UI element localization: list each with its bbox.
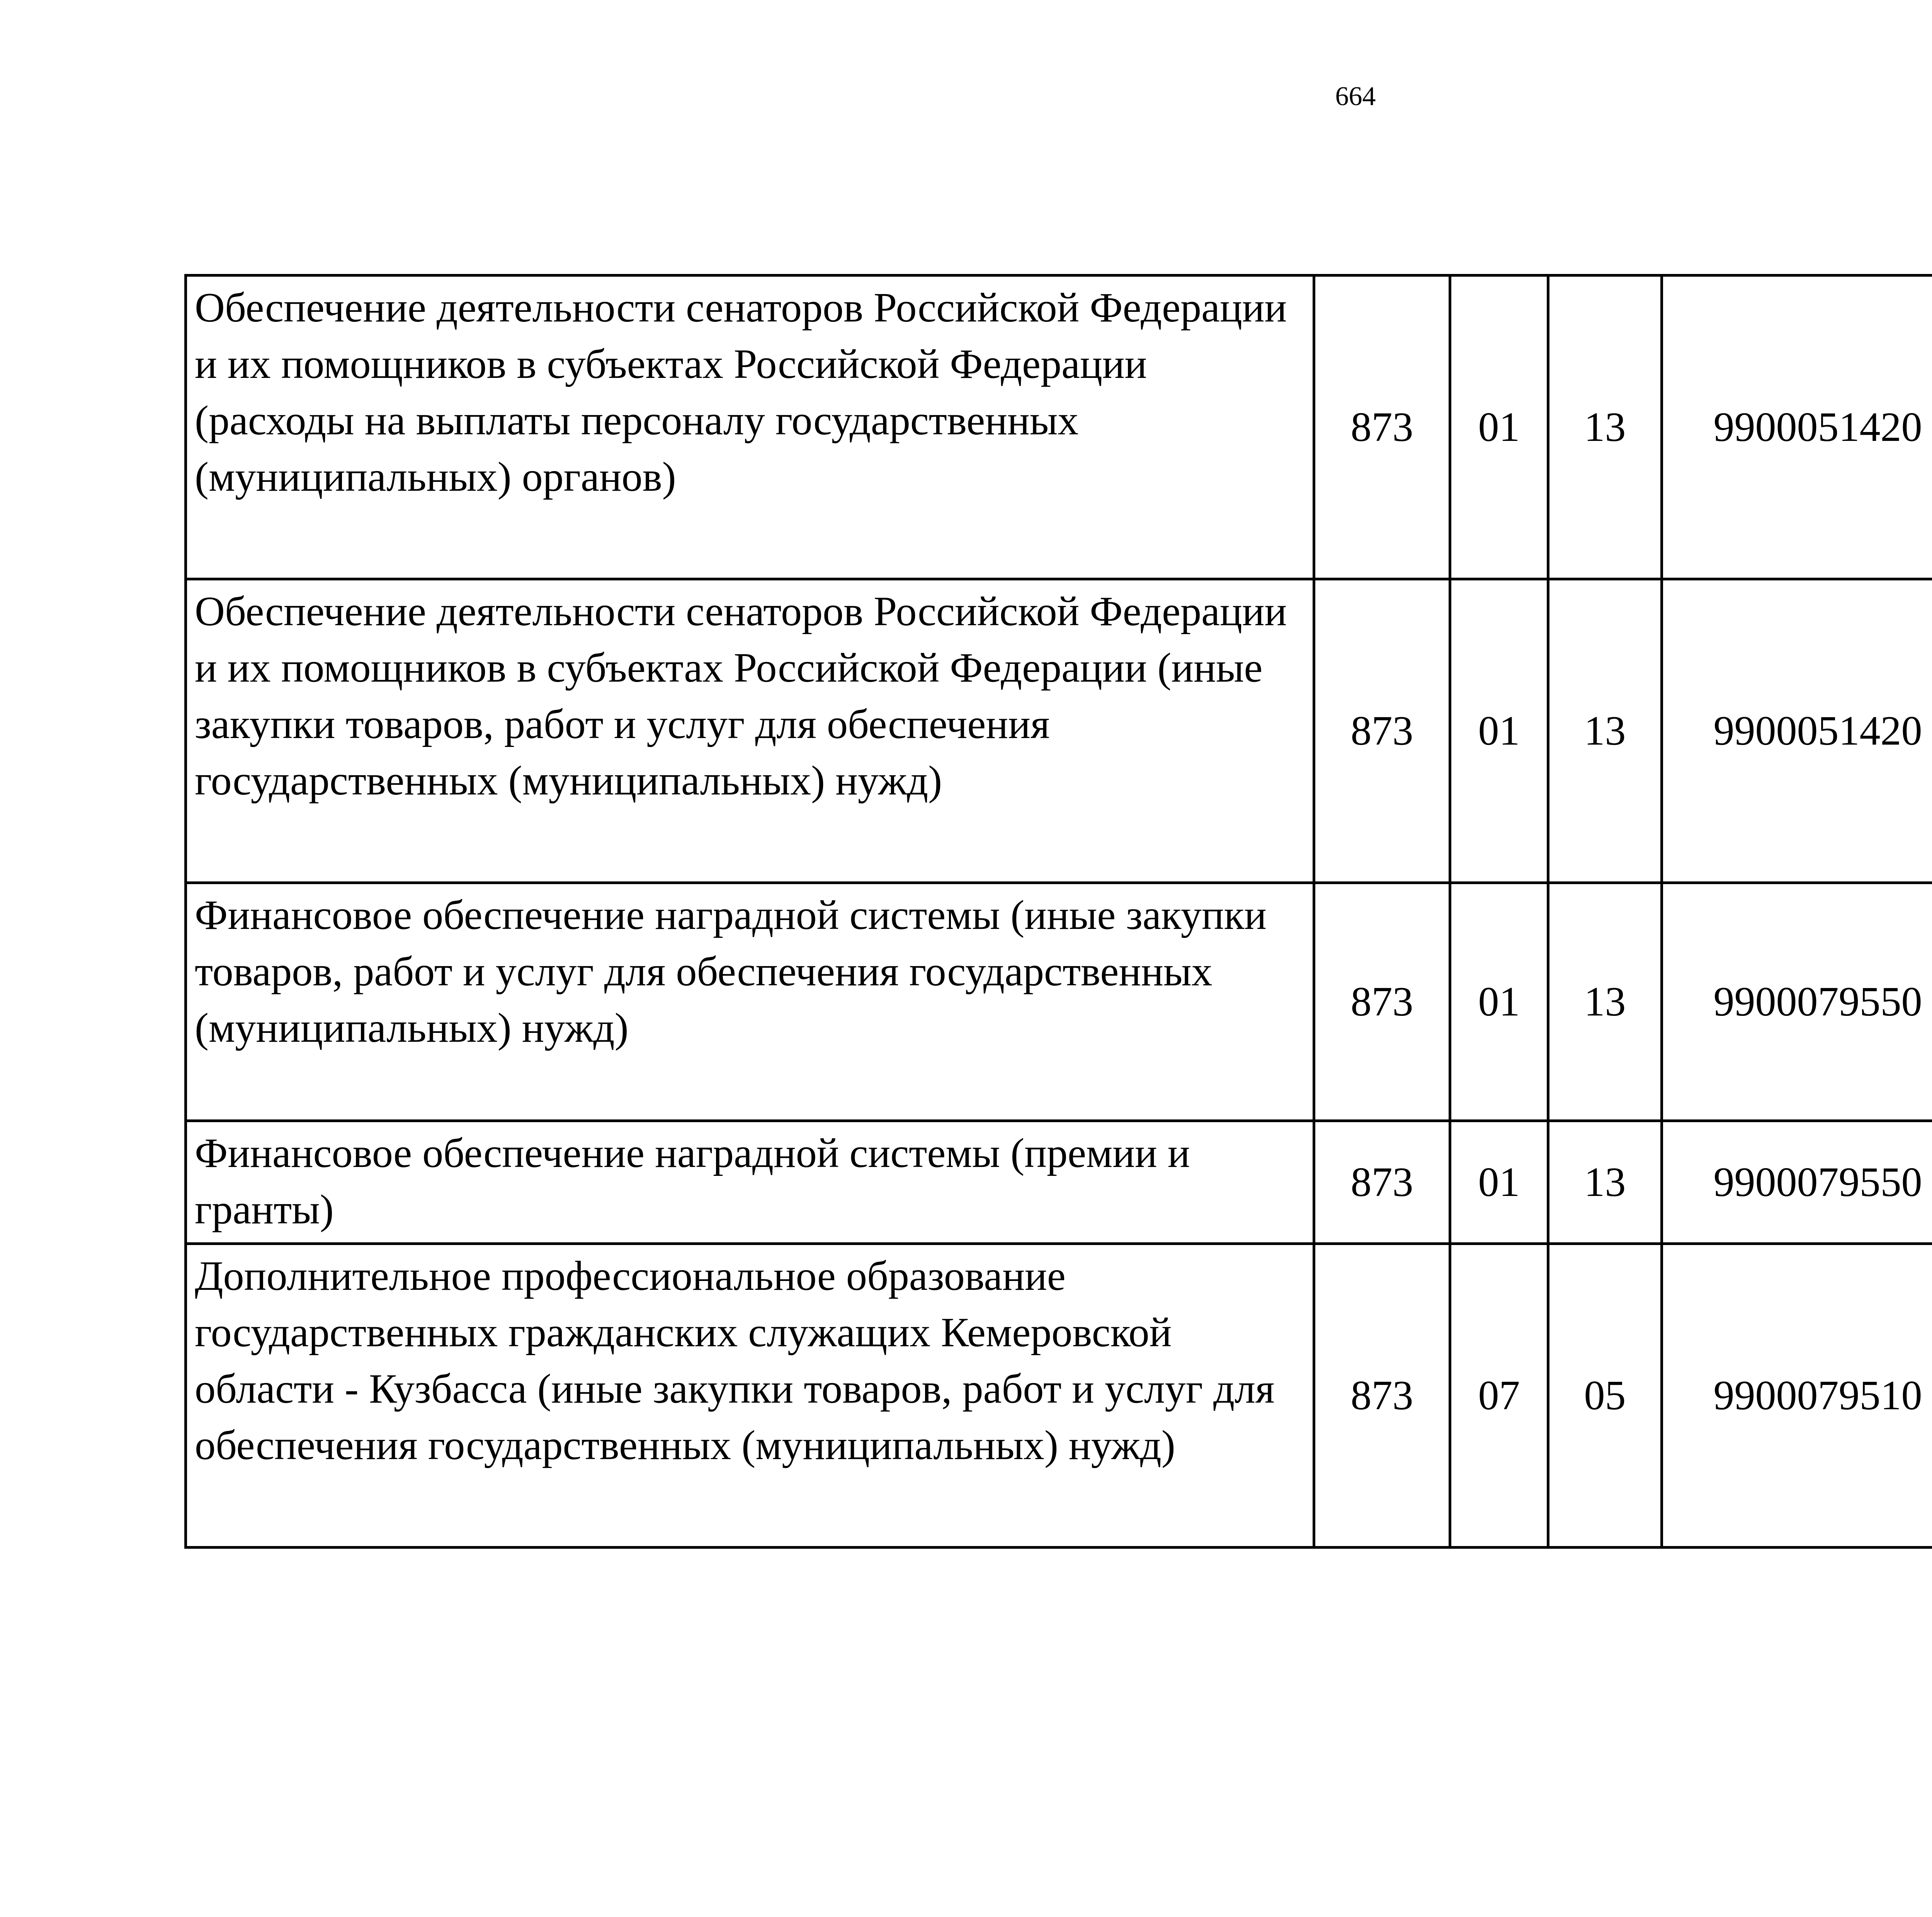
target-item-code: 9900079550: [1662, 1121, 1932, 1244]
ministry-code: 873: [1314, 579, 1450, 883]
row-description: Финансовое обеспечение наградной системы (иные закупки товаров, работ и услуг для обеспечения государственных (муниципальных) нужд): [186, 883, 1314, 1121]
ministry-code: 873: [1314, 883, 1450, 1121]
row-description: Дополнительное профессиональное образование государственных гражданских служащих Кемеровской области - Кузбасса (иные закупки товаров, работ и услуг для обеспечения государственных (муниципальных) нужд): [186, 1244, 1314, 1548]
row-description: Обеспечение деятельности сенаторов Российской Федерации и их помощников в субъектах Российской Федерации (расходы на выплаты персоналу государственных (муниципальных) органов): [186, 276, 1314, 579]
budget-table: [184, 274, 1932, 1549]
table-row: [186, 579, 1932, 883]
ministry-code: 873: [1314, 1121, 1450, 1244]
table-row: [186, 1121, 1932, 1244]
subsection-code: 13: [1548, 1121, 1662, 1244]
target-item-code: 9900051420: [1662, 276, 1932, 579]
table-row: [186, 883, 1932, 1121]
subsection-code: 05: [1548, 1244, 1662, 1548]
row-description: Финансовое обеспечение наградной системы (премии и гранты): [186, 1121, 1314, 1244]
section-code: 01: [1450, 276, 1548, 579]
section-code: 07: [1450, 1244, 1548, 1548]
row-description: Обеспечение деятельности сенаторов Российской Федерации и их помощников в субъектах Российской Федерации (иные закупки товаров, работ и услуг для обеспечения государственных (муниципальных) нужд): [186, 579, 1314, 883]
subsection-code: 13: [1548, 883, 1662, 1121]
section-code: 01: [1450, 883, 1548, 1121]
subsection-code: 13: [1548, 579, 1662, 883]
ministry-code: 873: [1314, 276, 1450, 579]
ministry-code: 873: [1314, 1244, 1450, 1548]
page-number: 664: [1335, 82, 1376, 111]
target-item-code: 9900051420: [1662, 579, 1932, 883]
table-row: [186, 1244, 1932, 1548]
section-code: 01: [1450, 1121, 1548, 1244]
target-item-code: 9900079550: [1662, 883, 1932, 1121]
table-row: [186, 276, 1932, 579]
target-item-code: 9900079510: [1662, 1244, 1932, 1548]
section-code: 01: [1450, 579, 1548, 883]
subsection-code: 13: [1548, 276, 1662, 579]
